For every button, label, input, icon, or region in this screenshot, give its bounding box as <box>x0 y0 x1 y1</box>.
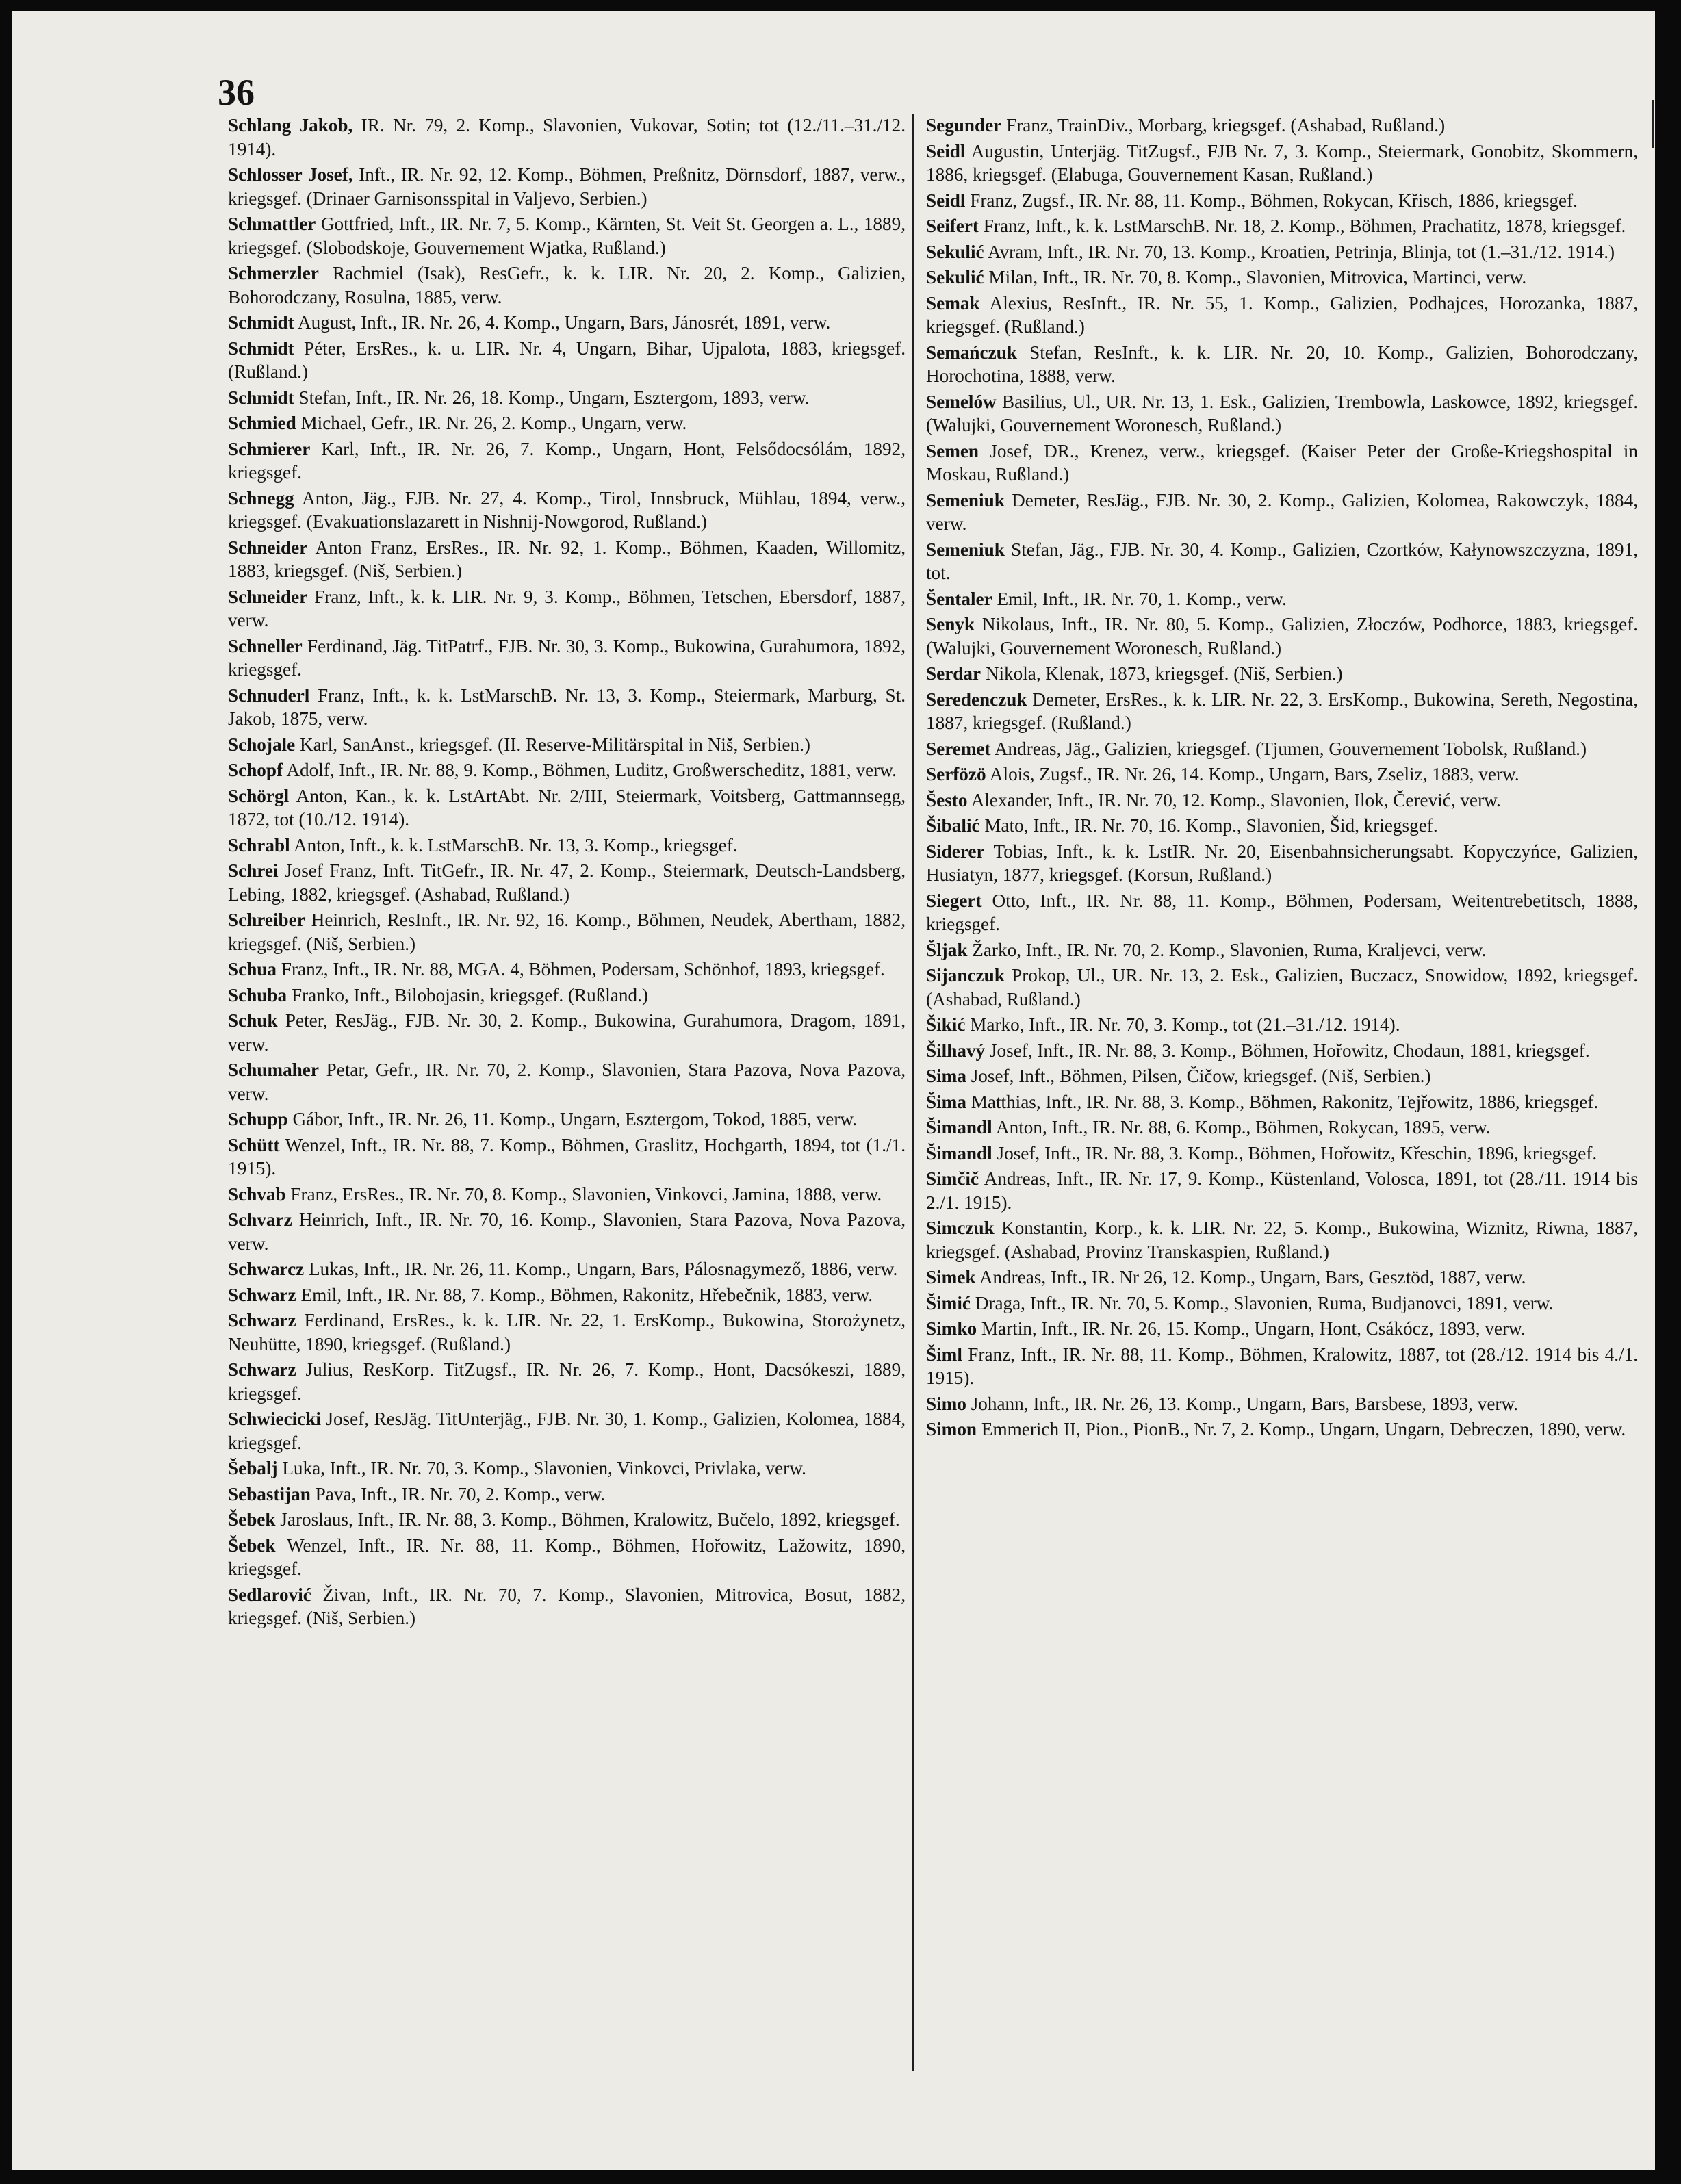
entry-name: Sijanczuk <box>926 965 1005 986</box>
register-entry <box>228 1283 906 1307</box>
entry-details: Karl, SanAnst., kriegsgef. (II. Reserve-Militärspital in Niš, Serbien.) <box>299 734 810 755</box>
register-entry <box>926 439 1638 487</box>
entry-details: Alexander, Inft., IR. Nr. 70, 12. Komp., Slavonien, Ilok, Čerević, verw. <box>971 789 1501 810</box>
entry-name: Šima <box>926 1091 966 1112</box>
entry-name: Sedlarović <box>228 1584 311 1605</box>
register-entry <box>228 437 906 485</box>
entry-name: Schmattler <box>228 214 316 234</box>
entry-details: Basilius, Ul., UR. Nr. 13, 1. Esk., Galizien, Trembowla, Laskowce, 1892, kriegsgef. (Walujki, Gouvernement Woronesch, Rußland.) <box>926 391 1638 435</box>
register-entry <box>228 1009 906 1056</box>
register-entry <box>228 859 906 906</box>
entry-name: Schmidt <box>228 387 294 408</box>
entry-name: Schnegg <box>228 487 294 509</box>
register-entry <box>926 1064 1638 1088</box>
entry-name: Seidl <box>926 190 966 211</box>
entry-name: Sekulić <box>926 267 984 287</box>
register-entry <box>228 1208 906 1255</box>
register-entry <box>228 1257 906 1281</box>
register-entry <box>926 964 1638 1011</box>
register-entry <box>228 684 906 731</box>
entry-details: Josef, Inft., IR. Nr. 88, 3. Komp., Böhmen, Hořowitz, Křeschin, 1896, kriegsgef. <box>997 1142 1597 1164</box>
entry-name: Schörgl <box>228 785 290 806</box>
entry-name: Simek <box>926 1267 976 1287</box>
entry-name: Schmerzler <box>228 263 319 283</box>
entry-name: Schwarz <box>228 1359 296 1380</box>
entry-name: Siderer <box>926 840 985 862</box>
register-entry <box>228 311 906 335</box>
entry-name: Schwarcz <box>228 1259 305 1279</box>
register-entry <box>228 1407 906 1454</box>
entry-name: Semeniuk <box>926 539 1005 560</box>
entry-details: Peter, ResJäg., FJB. Nr. 30, 2. Komp., Bukowina, Gurahumora, Dragom, 1891, verw. <box>228 1010 906 1055</box>
register-entry <box>926 587 1638 611</box>
register-entry <box>228 733 906 757</box>
register-entry <box>228 758 906 782</box>
register-entry <box>228 908 906 955</box>
entry-name: Semelów <box>926 391 997 412</box>
entry-details: Johann, Inft., IR. Nr. 26, 13. Komp., Ungarn, Bars, Barsbese, 1893, verw. <box>971 1393 1519 1414</box>
entry-details: Wenzel, Inft., IR. Nr. 88, 11. Komp., Böhmen, Hořowitz, Lažowitz, 1890, kriegsgef. <box>228 1534 906 1579</box>
entry-name: Simo <box>926 1393 966 1414</box>
entry-details: Prokop, Ul., UR. Nr. 13, 2. Esk., Galizien, Buczacz, Snowidow, 1892, kriegsgef. (Ashabad, Rußland.) <box>926 965 1638 1010</box>
register-entry <box>926 266 1638 290</box>
register-entry <box>926 1317 1638 1341</box>
entry-name: Schojale <box>228 734 296 755</box>
entry-details: Ferdinand, Jäg. TitPatrf., FJB. Nr. 30, 3. Komp., Bukowina, Gurahumora, 1892, kriegsgef. <box>228 635 906 680</box>
entry-details: Petar, Gefr., IR. Nr. 70, 2. Komp., Slavonien, Stara Pazova, Nova Pazova, verw. <box>228 1059 906 1104</box>
entry-details: Julius, ResKorp. TitZugsf., IR. Nr. 26, 7. Komp., Hont, Dacsókeszi, 1889, kriegsgef. <box>228 1359 906 1404</box>
register-entry <box>228 114 906 161</box>
entry-details: Péter, ErsRes., k. u. LIR. Nr. 4, Ungarn, Bihar, Ujpalota, 1883, kriegsgef. (Rußland.) <box>228 337 906 382</box>
register-entry <box>926 341 1638 388</box>
register-entry <box>926 390 1638 437</box>
register-entry <box>926 737 1638 761</box>
entry-name: Sebastijan <box>228 1483 311 1504</box>
entry-name: Šentaler <box>926 588 992 609</box>
entry-name: Schwarz <box>228 1284 296 1305</box>
entry-name: Schvab <box>228 1183 286 1205</box>
entry-details: Josef, DR., Krenez, verw., kriegsgef. (Kaiser Peter der Große-Kriegshospital in Moskau, Rußland.) <box>926 440 1639 485</box>
entry-details: Franz, Zugsf., IR. Nr. 88, 11. Komp., Böhmen, Rokycan, Křisch, 1886, kriegsgef. <box>970 190 1578 211</box>
entry-details: Gottfried, Inft., IR. Nr. 7, 5. Komp., Kärnten, St. Veit St. Georgen a. L., 1889, kriegsgef. (Slobodskoje, Gouvernement Wjatka, Rußland.) <box>228 214 906 258</box>
entry-name: Semen <box>926 440 979 461</box>
register-entry <box>228 1107 906 1131</box>
entry-details: Matthias, Inft., IR. Nr. 88, 3. Komp., Böhmen, Rakonitz, Tejřowitz, 1886, kriegsgef. <box>971 1091 1599 1112</box>
entry-name: Semeniuk <box>926 489 1005 511</box>
entry-details: Alexius, ResInft., IR. Nr. 55, 1. Komp., Galizien, Podhajces, Horozanka, 1887, kriegsgef. (Rußland.) <box>926 292 1639 337</box>
entry-name: Schlang Jakob, <box>228 115 353 136</box>
entry-details: Mato, Inft., IR. Nr. 70, 16. Komp., Slavonien, Šid, kriegsgef. <box>984 815 1438 836</box>
entry-name: Schlosser Josef, <box>228 164 353 185</box>
entry-name: Schwarz <box>228 1310 296 1331</box>
entry-name: Schneller <box>228 635 303 656</box>
register-entry <box>926 889 1638 936</box>
register-entry <box>926 189 1638 213</box>
entry-details: Demeter, ResJäg., FJB. Nr. 30, 2. Komp., Galizien, Kolomea, Rakowczyk, 1884, verw. <box>926 489 1638 534</box>
entry-details: Stefan, Inft., IR. Nr. 26, 18. Komp., Ungarn, Esztergom, 1893, verw. <box>298 387 810 408</box>
register-entry <box>228 1583 906 1630</box>
entry-name: Schrei <box>228 860 279 881</box>
entry-name: Schmierer <box>228 438 311 459</box>
entry-name: Sekulić <box>926 241 984 262</box>
register-entry <box>926 613 1638 660</box>
register-entry <box>926 292 1638 339</box>
entry-details: Gábor, Inft., IR. Nr. 26, 11. Komp., Ungarn, Esztergom, Tokod, 1885, verw. <box>292 1109 858 1129</box>
entry-name: Šimandl <box>926 1117 992 1138</box>
entry-details: Pava, Inft., IR. Nr. 70, 2. Komp., verw. <box>315 1483 606 1504</box>
register-entry <box>228 585 906 632</box>
register-entry <box>228 1358 906 1405</box>
register-entry <box>926 1343 1638 1390</box>
register-entry <box>926 1417 1638 1441</box>
entry-details: Emil, Inft., IR. Nr. 70, 1. Komp., verw. <box>997 588 1287 609</box>
page-number: 36 <box>218 72 255 113</box>
entry-details: Franko, Inft., Bilobojasin, kriegsgef. (Rußland.) <box>291 984 648 1005</box>
entry-name: Schneider <box>228 586 308 607</box>
register-entry <box>926 1039 1638 1063</box>
register-entry <box>228 386 906 410</box>
document-page <box>12 11 1655 2170</box>
register-entry <box>926 938 1638 962</box>
register-entry <box>926 840 1638 887</box>
register-entry <box>926 140 1638 187</box>
entry-details: Anton, Kan., k. k. LstArtAbt. Nr. 2/III, Steiermark, Voitsberg, Gattmannsegg, 1872, tot (10./12. 1914). <box>228 785 906 830</box>
entry-details: Draga, Inft., IR. Nr. 70, 5. Komp., Slavonien, Ruma, Budjanovci, 1891, verw. <box>975 1292 1554 1313</box>
column-divider <box>912 114 914 2071</box>
entry-name: Schneider <box>228 537 308 558</box>
register-entry <box>926 1116 1638 1140</box>
entry-name: Schvarz <box>228 1209 292 1230</box>
entry-name: Šebalj <box>228 1458 278 1478</box>
entry-details: Josef, Inft., IR. Nr. 88, 3. Komp., Böhmen, Hořowitz, Chodaun, 1881, kriegsgef. <box>989 1040 1590 1061</box>
entry-name: Šiml <box>926 1344 962 1365</box>
entry-name: Šesto <box>926 789 968 810</box>
entry-name: Senyk <box>926 614 975 634</box>
entry-details: Demeter, ErsRes., k. k. LIR. Nr. 22, 3. ErsKomp., Bukowina, Sereth, Negostina, 1887, kriegsgef. (Rußland.) <box>926 689 1638 733</box>
register-entry <box>926 814 1638 838</box>
register-entry <box>228 337 906 384</box>
register-entry <box>926 1090 1638 1114</box>
entry-details: Karl, Inft., IR. Nr. 26, 7. Komp., Ungarn, Hont, Felsődocsólám, 1892, kriegsgef. <box>228 438 906 483</box>
register-entry <box>228 984 906 1007</box>
register-entry <box>926 1167 1638 1214</box>
entry-details: Anton, Inft., k. k. LstMarschB. Nr. 13, 3. Komp., kriegsgef. <box>293 834 738 856</box>
entry-name: Semańczuk <box>926 342 1017 363</box>
entry-name: Schmidt <box>228 337 294 359</box>
entry-details: Milan, Inft., IR. Nr. 70, 8. Komp., Slavonien, Mitrovica, Martinci, verw. <box>988 267 1527 287</box>
entry-details: Ferdinand, ErsRes., k. k. LIR. Nr. 22, 1. ErsKomp., Bukowina, Storożynetz, Neuhütte, 1890, kriegsgef. (Rußland.) <box>228 1310 906 1354</box>
entry-name: Semak <box>926 292 980 313</box>
entry-details: Emil, Inft., IR. Nr. 88, 7. Komp., Böhmen, Rakonitz, Hřebečnik, 1883, verw. <box>300 1284 873 1305</box>
entry-details: Franz, Inft., k. k. LstMarschB. Nr. 13, 3. Komp., Steiermark, Marburg, St. Jakob, 1875, verw. <box>228 684 906 729</box>
entry-name: Sima <box>926 1066 966 1086</box>
entry-name: Simon <box>926 1419 977 1439</box>
entry-name: Schreiber <box>228 910 305 930</box>
entry-details: Martin, Inft., IR. Nr. 26, 15. Komp., Ungarn, Hont, Csákócz, 1893, verw. <box>981 1318 1526 1339</box>
register-entry <box>228 163 906 210</box>
entry-name: Simko <box>926 1318 977 1339</box>
entry-details: Lukas, Inft., IR. Nr. 26, 11. Komp., Ungarn, Bars, Pálosnagymező, 1886, verw. <box>309 1259 898 1279</box>
entry-name: Schnuderl <box>228 684 310 706</box>
left-column <box>228 114 906 1632</box>
entry-details: Alois, Zugsf., IR. Nr. 26, 14. Komp., Ungarn, Bars, Zseliz, 1883, verw. <box>989 764 1519 784</box>
register-entry <box>926 1292 1638 1315</box>
entry-details: Andreas, Inft., IR. Nr. 17, 9. Komp., Küstenland, Volosca, 1891, tot (28./11. 1914 bis 2./1. 1915). <box>926 1168 1639 1213</box>
scan-edge-mark <box>1652 100 1654 148</box>
register-entry <box>228 834 906 858</box>
entry-details: Franz, Inft., IR. Nr. 88, 11. Komp., Böhmen, Kralowitz, 1887, tot (28./12. 1914 bis 4./1. 1915). <box>926 1344 1639 1388</box>
register-entry <box>228 1309 906 1356</box>
entry-details: Franz, TrainDiv., Morbarg, kriegsgef. (Ashabad, Rußland.) <box>1006 115 1446 136</box>
entry-name: Schopf <box>228 760 283 780</box>
entry-details: Franz, ErsRes., IR. Nr. 70, 8. Komp., Slavonien, Vinkovci, Jamina, 1888, verw. <box>290 1183 882 1205</box>
entry-name: Schmied <box>228 413 296 433</box>
register-entry <box>926 1216 1638 1263</box>
entry-details: Žarko, Inft., IR. Nr. 70, 2. Komp., Slavonien, Ruma, Kraljevci, verw. <box>972 939 1487 960</box>
register-entry <box>926 538 1638 585</box>
entry-name: Schmidt <box>228 312 294 333</box>
entry-name: Simczuk <box>926 1218 995 1238</box>
entry-details: Otto, Inft., IR. Nr. 88, 11. Komp., Böhmen, Podersam, Weitentrebetitsch, 1888, kriegsgef. <box>926 890 1639 934</box>
entry-details: Emmerich II, Pion., PionB., Nr. 7, 2. Komp., Ungarn, Ungarn, Debreczen, 1890, verw. <box>981 1419 1626 1439</box>
entry-name: Šimandl <box>926 1142 992 1164</box>
entry-name: Schwiecicki <box>228 1409 321 1429</box>
entry-name: Šimić <box>926 1292 971 1313</box>
entry-name: Serfözö <box>926 764 986 784</box>
entry-name: Schupp <box>228 1109 288 1129</box>
entry-details: Stefan, ResInft., k. k. LIR. Nr. 20, 10. Komp., Galizien, Bohorodczany, Horochotina, 1888, verw. <box>926 342 1639 386</box>
register-entry <box>926 788 1638 812</box>
entry-name: Šibalić <box>926 815 980 836</box>
register-entry <box>228 634 906 682</box>
entry-details: Nikola, Klenak, 1873, kriegsgef. (Niš, Serbien.) <box>985 663 1343 684</box>
entry-details: Marko, Inft., IR. Nr. 70, 3. Komp., tot (21.–31./12. 1914). <box>970 1014 1400 1035</box>
register-entry <box>228 1534 906 1581</box>
entry-details: Inft., IR. Nr. 92, 12. Komp., Böhmen, Preßnitz, Dörnsdorf, 1887, verw., kriegsgef. (Drinaer Garnisonsspital in Valjevo, Serbien.) <box>228 164 906 209</box>
entry-details: Stefan, Jäg., FJB. Nr. 30, 4. Komp., Galizien, Czortków, Kałynowszczyzna, 1891, tot. <box>926 539 1639 583</box>
register-entry <box>926 240 1638 264</box>
register-entry <box>926 1392 1638 1416</box>
register-entry <box>228 1133 906 1181</box>
entry-details: Michael, Gefr., IR. Nr. 26, 2. Komp., Ungarn, verw. <box>300 413 687 433</box>
register-entry <box>926 1142 1638 1166</box>
entry-name: Segunder <box>926 115 1002 136</box>
entry-name: Seremet <box>926 738 991 759</box>
register-entry <box>926 1266 1638 1289</box>
entry-details: Luka, Inft., IR. Nr. 70, 3. Komp., Slavonien, Vinkovci, Privlaka, verw. <box>282 1458 806 1478</box>
entry-details: IR. Nr. 79, 2. Komp., Slavonien, Vukovar, Sotin; tot (12./11.–31./12. 1914). <box>228 115 906 159</box>
entry-name: Schumaher <box>228 1059 319 1080</box>
entry-name: Šebek <box>228 1534 276 1556</box>
register-entry <box>926 489 1638 536</box>
register-entry <box>228 1058 906 1105</box>
register-entry <box>228 487 906 534</box>
entry-name: Schuk <box>228 1010 278 1031</box>
entry-details: Josef, ResJäg. TitUnterjäg., FJB. Nr. 30, 1. Komp., Galizien, Kolomea, 1884, kriegsgef. <box>228 1409 906 1453</box>
register-entry <box>926 214 1638 238</box>
entry-name: Seredenczuk <box>926 689 1027 710</box>
entry-name: Schrabl <box>228 834 290 856</box>
entry-details: Nikolaus, Inft., IR. Nr. 80, 5. Komp., Galizien, Złoczów, Podhorce, 1883, kriegsgef. (Walujki, Gouvernement Woronesch, Rußland.) <box>926 614 1638 658</box>
register-entry <box>926 114 1638 138</box>
entry-name: Šilhavý <box>926 1040 986 1061</box>
entry-details: Andreas, Jäg., Galizien, kriegsgef. (Tjumen, Gouvernement Tobolsk, Rußland.) <box>994 738 1587 759</box>
register-entry <box>228 784 906 832</box>
entry-details: Konstantin, Korp., k. k. LIR. Nr. 22, 5. Komp., Bukowina, Wiznitz, Riwna, 1887, kriegsgef. (Ashabad, Provinz Transkaspien, Rußland.) <box>926 1218 1639 1262</box>
entry-name: Siegert <box>926 890 982 911</box>
register-entry <box>228 1456 906 1480</box>
entry-details: Josef Franz, Inft. TitGefr., IR. Nr. 47, 2. Komp., Steiermark, Deutsch-Landsberg, Lebing, 1882, kriegsgef. (Ashabad, Rußland.) <box>228 860 906 905</box>
entry-details: Anton, Jäg., FJB. Nr. 27, 4. Komp., Tirol, Innsbruck, Mühlau, 1894, verw., kriegsgef. (Evakuationslazarett in Nishnij-Nowgorod, Rußland.) <box>228 487 906 532</box>
register-entry <box>926 1013 1638 1037</box>
entry-details: Franz, Inft., IR. Nr. 88, MGA. 4, Böhmen, Podersam, Schönhof, 1893, kriegsgef. <box>281 959 885 979</box>
entry-details: Franz, Inft., k. k. LstMarschB. Nr. 18, 2. Komp., Böhmen, Prachatitz, 1878, kriegsgef. <box>983 216 1626 236</box>
entry-details: Rachmiel (Isak), ResGefr., k. k. LIR. Nr. 20, 2. Komp., Galizien, Bohorodczany, Rosulna, 1885, verw. <box>228 263 906 307</box>
right-column <box>926 114 1638 1443</box>
entry-name: Schütt <box>228 1134 280 1155</box>
entry-name: Schua <box>228 959 277 979</box>
entry-name: Simčič <box>926 1168 979 1189</box>
entry-details: Franz, Inft., k. k. LIR. Nr. 9, 3. Komp., Böhmen, Tetschen, Ebersdorf, 1887, verw. <box>228 586 906 630</box>
entry-details: Avram, Inft., IR. Nr. 70, 13. Komp., Kroatien, Petrinja, Blinja, tot (1.–31./12. 1914.) <box>987 241 1615 262</box>
register-entry <box>228 1508 906 1532</box>
entry-details: Augustin, Unterjäg. TitZugsf., FJB Nr. 7, 3. Komp., Steiermark, Gonobitz, Skommern, 1886, kriegsgef. (Elabuga, Gouvernement Kasan, Rußland.) <box>926 140 1638 185</box>
register-entry <box>926 688 1638 735</box>
register-entry <box>228 536 906 583</box>
entry-name: Schuba <box>228 984 287 1005</box>
entry-name: Šikić <box>926 1014 966 1035</box>
register-entry <box>228 1482 906 1506</box>
entry-name: Serdar <box>926 663 981 684</box>
register-entry <box>228 411 906 435</box>
entry-details: Josef, Inft., Böhmen, Pilsen, Čičow, kriegsgef. (Niš, Serbien.) <box>971 1066 1431 1086</box>
entry-details: Wenzel, Inft., IR. Nr. 88, 7. Komp., Böhmen, Graslitz, Hochgarth, 1894, tot (1./1. 1915). <box>228 1134 906 1179</box>
entry-name: Šebek <box>228 1509 276 1530</box>
entry-details: August, Inft., IR. Nr. 26, 4. Komp., Ungarn, Bars, Jánosrét, 1891, verw. <box>297 312 831 333</box>
entry-details: Anton Franz, ErsRes., IR. Nr. 92, 1. Komp., Böhmen, Kaaden, Willomitz, 1883, kriegsgef. (Niš, Serbien.) <box>228 537 906 581</box>
entry-details: Heinrich, Inft., IR. Nr. 70, 16. Komp., Slavonien, Stara Pazova, Nova Pazova, verw. <box>228 1209 906 1254</box>
entry-name: Seidl <box>926 140 966 162</box>
entry-details: Adolf, Inft., IR. Nr. 88, 9. Komp., Böhmen, Luditz, Großwerscheditz, 1881, verw. <box>286 760 897 780</box>
entry-details: Jaroslaus, Inft., IR. Nr. 88, 3. Komp., Böhmen, Kralowitz, Bučelo, 1892, kriegsgef. <box>280 1509 900 1530</box>
entry-name: Šljak <box>926 939 968 960</box>
register-entry <box>228 212 906 259</box>
register-entry <box>228 261 906 309</box>
entry-details: Andreas, Inft., IR. Nr 26, 12. Komp., Ungarn, Bars, Gesztöd, 1887, verw. <box>979 1267 1526 1287</box>
entry-name: Seifert <box>926 216 979 236</box>
entry-details: Heinrich, ResInft., IR. Nr. 92, 16. Komp., Böhmen, Neudek, Abertham, 1882, kriegsgef. (Niš, Serbien.) <box>228 910 906 954</box>
register-entry <box>926 762 1638 786</box>
entry-details: Anton, Inft., IR. Nr. 88, 6. Komp., Böhmen, Rokycan, 1895, verw. <box>996 1117 1491 1138</box>
entry-details: Živan, Inft., IR. Nr. 70, 7. Komp., Slavonien, Mitrovica, Bosut, 1882, kriegsgef. (Niš, Serbien.) <box>228 1584 906 1628</box>
register-entry <box>926 662 1638 686</box>
register-entry <box>228 1183 906 1207</box>
register-entry <box>228 958 906 981</box>
entry-details: Tobias, Inft., k. k. LstIR. Nr. 20, Eisenbahnsicherungsabt. Kopyczyńce, Galizien, Husiatyn, 1877, kriegsgef. (Korsun, Rußland.) <box>926 840 1638 885</box>
